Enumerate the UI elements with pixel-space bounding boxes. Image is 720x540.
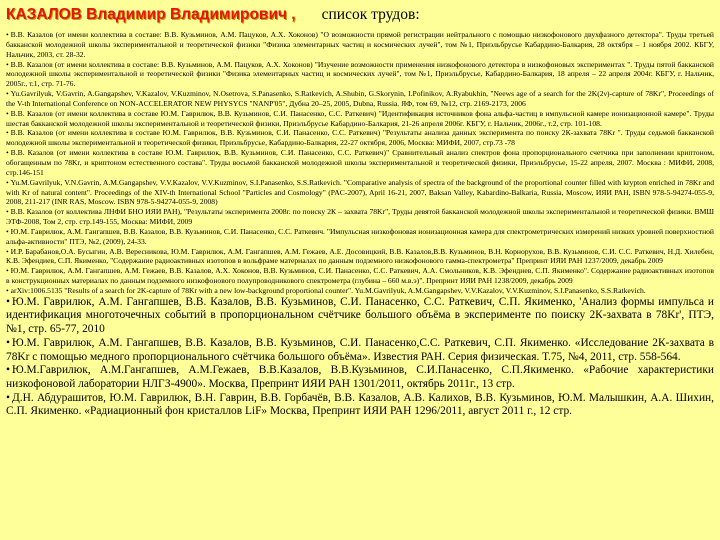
publication-text: В.В. Казалов (от имени коллектива в составе: В.В. Кузьминов, А.М. Пацуков, А.Х. Хоконов) "О возможности прямой регистрации нейтрального с помощью низкофонового двухфазного детектора". Труды третьей бакканской молодежной школы экспериментальной и теоретической физики "Физика элементарных частиц и космических лучей", том №1, Приэльбрусье Кабардино-Балкария, 28 октября – 1 ноября 2002. КБГУ, Нальчик, 2003, ст. 28-32. <box>6 30 714 59</box>
publication-entry <box>6 30 714 60</box>
publication-entry <box>6 364 714 391</box>
publication-text: В.В. Казалов (от имени коллектива в составе Ю.М. Гаврилюк, В.В. Кузьминов, С.И. Панасенко, С.С. Раткевич) "Результаты анализа данных эксперимента по поиску 2К-захвата 78Kr ". Труды седьмой бакканской молодежной школы экспериментальной и теоретической физики, Приэльбрусье, Кабардино-Балкария, 22-27 октября, 2006, Москва: МИФИ, 2007, стр.73 -78 <box>6 128 714 148</box>
publication-text: Yu.Gavrilyuk, V.Gavrin, A.Gangapshev, V.Kazalov, V.Kuzminov, N.Osetrova, S.Panasenko, S.Ratkevich, A.Shubin, G.Skorynin, I.Pofinikov, A.Ryabukhin, "Neews age of a search for the 2K(2ν)-capture of 78Kr", Proceedings of the V-th International Conference on NON-ACCELERATOR NEW PHYSYCS "NANP'05", Дубна 20–25, 2005, Dubna, Russia. ЯФ, том 69, №12, стр. 2169-2173, 2006 <box>6 89 714 108</box>
publication-text: В.В. Казалов (от имени коллектива в составе Ю.М. Гаврилюк, В.В. Кузьминов, С.И. Панасенко, С.С. Раткевич)" Сравнительный анализ спектров фона пропорционального счетчика при заполнении криптоном, обогащенным по 78Kr, и криптоном естественного состава". Труды восьмой бакканской молодежной школы экспериментальной и теоретической физики, Приэльбрусье, 15-22 апреля, 2007. Москва : МИФИ, 2008, стр.146-151 <box>6 148 714 177</box>
bullet-icon: • <box>6 364 10 377</box>
publication-entry <box>6 337 714 364</box>
author-name: КАЗАЛОВ Владимир Владимирович , <box>6 6 296 23</box>
bullet-icon: • <box>6 128 9 138</box>
bullet-icon: • <box>6 59 9 69</box>
document-subtitle: список трудов: <box>321 6 420 23</box>
publication-text: Ю.М. Гаврилюк, А.М. Гангапшев, А.М. Гежаев, В.В. Казалов, А.Х. Хоконов, В.В. Кузьминов, С.И. Панасенко, С.С. Раткевич, А.А. Смольников, К.В. Эфендиев, С.П. Якименко". Содержание радиоактивных изотопов в конструкционных материалах по данным подземного низкофонового полупроводникового спектрометра (глубина – 660 м.в.э)". Препринт ИЯИ РАН 1238/2009, декабрь 2009 <box>6 266 714 286</box>
publication-text: И.Р. Барабанов,О.А. Бусыгин, А.В. Вересникова, Ю.М. Гаврилюк, А.М. Гангапшев, А.М. Гежаев, А.Е. Досовицкий, В.В. Казалов,В.В. Кузьминов, В.Н. Корнорухов, В.В. Кузьминов, С.И. С.С. Раткевич, Н.Д. Хилебен, К.В. Эфендиев, С.П. Якименко, "Содержание радиоактивных изотопов в вольфраме материалах по данным подземного низкофонового гамма-спектрометра" Препринт ИЯИ РАН 1237/2009, декабрь 2009 <box>6 246 714 266</box>
publication-text: В.В. Казалов (от коллектива ЛНФИ БНО ИЯИ РАН), "Результаты эксперимента 2008г. по поиску 2К – захвата 78Kr", Труды девятой бакканской молодежной школы экспериментальной и теоретической физики. ВМШ ЭТФ-2008, Том 2, стр. стр.149-155, Москва: МИФИ, 2009 <box>6 207 714 227</box>
bullet-icon: • <box>6 207 9 217</box>
publication-entry <box>6 128 714 148</box>
publication-text: Ю.М. Гаврилюк, А.М. Гангапшев, В.В. Казалов, В.В. Кузьминов, С.И. Панасенко, С.С. Раткевич. "Импульсная низкофоновая ионизационная камера для спектрометрических измерений низких уровней поверхностной альфа-активности" ПТЭ, №2, (2009), 24-33. <box>6 226 714 246</box>
publication-entry <box>6 148 714 178</box>
publication-text: В.В. Казалов (от имени коллектива в составе Ю.М. Гаврилюк, В.В. Кузьминов, С.И. Панасенко, С.С. Раткевич) "Идентификация источников фона альфа-частиц в импульсной камере ионизационной камере". Труды шестая бакканской молодежной школы экспериментальной и теоретической физики, Приэльбрусье Кабардино-Балкария, 21-26 апреля 2006г. КБГУ, г. Нальчик, 2006г., т.2, стр. 101-108. <box>6 108 714 128</box>
document-header <box>6 6 714 28</box>
publication-entry <box>6 286 714 296</box>
publication-entry <box>6 392 714 419</box>
publication-text: arXiv:1006.5135 "Results of a search for 2K-capture of 78Kr with a new low-background proportional counter". Yu.M.Gavrilyuk, A.M.Gangapshev, V.V.Kazalov, V.V.Kuzminov, S.I.Panasenko, S.S.Ratkevich. <box>10 285 646 295</box>
publication-text: Ю.М. Гаврилюк, А.М. Гангапшев, В.В. Казалов, В.В. Кузьминов, С.И. Панасенко, С.С. Раткевич, С.П. Якименко, 'Анализ формы импульса и идентификация многоточечных событий в пропорциональном счётчике большого объёма в эксперименте по поиску 2К-захвата в 78Kr', ПТЭ, №1, стр. 65-77, 2010 <box>6 295 714 336</box>
publication-list <box>6 30 714 419</box>
publication-entry <box>6 109 714 129</box>
bullet-icon: • <box>6 246 9 256</box>
bullet-icon: • <box>6 148 9 158</box>
bullet-icon: • <box>6 336 10 349</box>
bullet-icon: • <box>6 266 9 276</box>
publication-text: Ю.М. Гаврилюк, А.М. Гангапшев, В.В. Казалов, В.В. Кузьминов, С.И. Панасенко,С.С. Раткевич, С.П. Якименко. «Исследование 2К-захвата в 78Kr с помощью медного пропорционального счётчика большого объёма». Известия РАН. Серия физическая. Т.75, №4, 2011, стр. 558-564. <box>6 336 714 363</box>
bullet-icon: • <box>6 226 9 236</box>
publication-entry <box>6 207 714 227</box>
publication-text: Yu.M.Gavrilyuk, V.N.Gavrin, A.M.Gangapshev, V.V.Kazalov, V.V.Kuzminov, S.I.Panasenko, S.S.Ratkevich. "Comparative analysis of spectra of the background of the proportional counter filled with krypton enriched in 78Kr and with Kr of natural content". Proceedings of the XIV-th International School "Particles and Cosmology" (PAC-2007), April 16-21, 2007, Baksan Valley, Kabardino-Balkaria, Russia, Moscow, ИЯИ РАН, ISBN 978-5-94274-055-9, 2008, 211-217 (INR RAS, Moscow. ISBN 978-5-94274-055-9, 2008) <box>6 177 714 207</box>
publication-entry <box>6 227 714 247</box>
bullet-icon: • <box>6 89 9 99</box>
publication-entry <box>6 296 714 337</box>
bullet-icon: • <box>6 30 9 39</box>
publication-text: Д.Н. Абдурашитов, Ю.М. Гаврилюк, В.Н. Гаврин, В.В. Горбачёв, В.В. Казалов, А.В. Калихов, В.В. Кузьминов, Ю.М. Малышкин, А.А. Шихин, С.П. Якименко. «Радиационный фон кристаллов LiF» Москва, Препринт ИЯИ РАН 1296/2011, август 2011 г., 12 стр. <box>6 391 714 418</box>
bullet-icon: • <box>6 295 10 308</box>
bullet-icon: • <box>6 391 10 404</box>
bullet-icon: • <box>6 108 9 118</box>
publication-entry <box>6 247 714 267</box>
publication-entry <box>6 266 714 286</box>
publication-entry <box>6 178 714 208</box>
publication-text: В.В. Казалов (от имени коллектива в составе: В.В. Кузьминов, А.М. Пацуков, А.Х. Хоконов) "Изучение возможности применения низкофонового детектора в низкофоновых экспериментах ". Труды пятой бакканской молодежной школы экспериментальной и теоретической физики "Физика элементарных частиц и космических лучей", том №1, Приэльбрусье, Кабардино-Балкария, 18 апреля – 22 апреля 2004г. КБГУ, г. Нальчик, 2005г., т.1, стр. 71-76. <box>6 59 714 89</box>
bullet-icon: • <box>6 177 9 187</box>
publication-text: Ю.М.Гаврилюк, А.М.Гангапшев, А.М.Гежаев, В.В.Казалов, В.В.Кузьминов, С.И.Панасенко, С.П.Якименко. «Рабочие характеристики низкофоновой лаборатории НЛГЗ-4900». Москва, Препринт ИЯИ РАН 1301/2011, октябрь 2011г., 13 стр. <box>6 364 714 390</box>
publication-entry <box>6 60 714 90</box>
publication-entry <box>6 89 714 109</box>
bullet-icon: • <box>6 285 9 295</box>
